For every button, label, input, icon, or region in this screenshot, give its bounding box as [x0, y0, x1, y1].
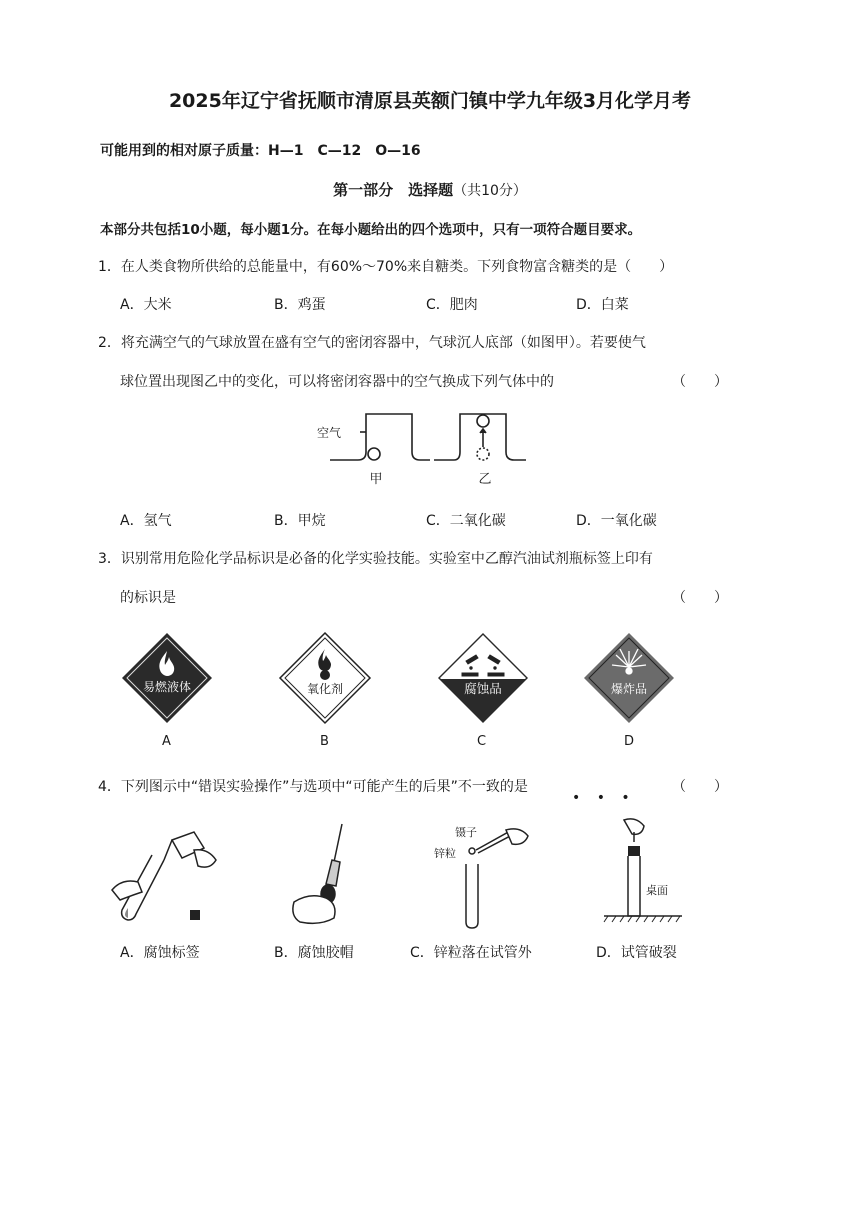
label-jia: 甲: [369, 472, 383, 487]
page-title: 2025年辽宁省抚顺市清原县英额门镇中学九年级3月化学月考: [168, 90, 692, 112]
question-1-option-c: C．肥肉: [426, 297, 478, 313]
question-2-answer-paren: （ ）: [672, 374, 728, 390]
dropper-barrel: [326, 860, 340, 886]
question-4-option-c: C．锌粒落在试管外: [410, 945, 532, 961]
hand-right: [194, 850, 216, 867]
question-4-stem: 4．下列图示中“错误实验操作”与选项中“可能产生的后果”不一致的是: [98, 779, 528, 795]
sign-b-letter: B: [320, 734, 329, 749]
sign-d-letter: D: [624, 734, 635, 749]
hand: [293, 896, 335, 924]
test-tube-upright: [466, 864, 478, 928]
question-3-stem-line1: 3．识别常用危险化学品标识是必备的化学实验技能。实验室中乙醇汽油试剂瓶标签上印有: [98, 551, 653, 567]
question-2-stem-line1: 2．将充满空气的气球放置在盛有空气的密闭容器中，气球沉人底部（如图甲）。若要使气: [98, 335, 646, 351]
label-tweezers: 镊子: [455, 826, 477, 839]
sign-c-letter: C: [477, 734, 487, 749]
question-2-stem-line2: 球位置出现图乙中的变化，可以将密闭容器中的空气换成下列气体中的: [120, 374, 554, 390]
question-4-answer-paren: （ ）: [672, 779, 728, 795]
sign-d-text: 爆炸品: [610, 682, 647, 696]
dropper-tip: [334, 824, 342, 862]
label-yi: 乙: [478, 472, 492, 487]
sign-a-letter: A: [162, 734, 171, 749]
label-desk: 桌面: [646, 884, 668, 897]
question-4-option-a: A．腐蚀标签: [120, 945, 200, 961]
emphasis-dots: • • •: [572, 790, 636, 806]
section-points: （共10分）: [453, 183, 527, 199]
question-1-option-b: B．鸡蛋: [274, 297, 326, 313]
question-3-stem-line2: 的标识是: [120, 590, 176, 606]
question-4-option-b: B．腐蚀胶帽: [274, 945, 354, 961]
hand-left: [112, 881, 142, 900]
balloon-top: [477, 415, 489, 427]
explosive-sign: [584, 633, 674, 723]
atomic-mass-note: 可能用到的相对原子质量：H—1 C—12 O—16: [100, 143, 421, 159]
question-1-stem: 1．在人类食物所供给的总能量中，有60%～70%来自糖类。下列食物富含糖类的是（ ）: [98, 259, 674, 275]
bottle-stopper: [190, 910, 200, 920]
section-instructions: 本部分共包括10小题，每小题1分。在每小题给出的四个选项中，只有一项符合题目要求。: [100, 222, 642, 238]
test-tube: [628, 856, 640, 916]
rubber-stopper: [628, 846, 640, 856]
question-2-option-c: C．二氧化碳: [426, 513, 506, 529]
container-right-outline: [434, 414, 526, 460]
pouring-liquid-figure: [112, 830, 232, 930]
label-air: 空气: [317, 426, 342, 440]
question-3-answer-paren: （ ）: [672, 590, 728, 606]
label-zinc: 锌粒: [434, 847, 456, 860]
zinc-granule: [469, 848, 475, 854]
zinc-tweezers-figure: [420, 820, 540, 932]
oxidizer-sign: [280, 633, 370, 723]
sign-b-text: 氧化剂: [306, 682, 343, 696]
dropper-figure: [290, 822, 370, 932]
section-title: 第一部分 选择题: [333, 181, 454, 199]
question-2-option-a: A．氢气: [120, 513, 172, 529]
section-heading: [0, 179, 860, 200]
sign-c-text: 腐蚀品: [464, 681, 502, 696]
question-1-option-d: D．白菜: [576, 297, 629, 313]
hand: [506, 829, 528, 844]
question-2-option-d: D．一氧化碳: [576, 513, 657, 529]
balloon-original-dashed: [477, 448, 489, 460]
question-4-option-d: D．试管破裂: [596, 945, 677, 961]
corrosive-sign: [438, 633, 528, 723]
balloon-container-figure: [330, 410, 530, 480]
sign-a-text: 易燃液体: [142, 680, 191, 694]
question-2-option-b: B．甲烷: [274, 513, 326, 529]
balloon-bottom: [368, 448, 380, 460]
stopper-on-desk-figure: [600, 816, 700, 931]
question-1-option-a: A．大米: [120, 297, 172, 313]
